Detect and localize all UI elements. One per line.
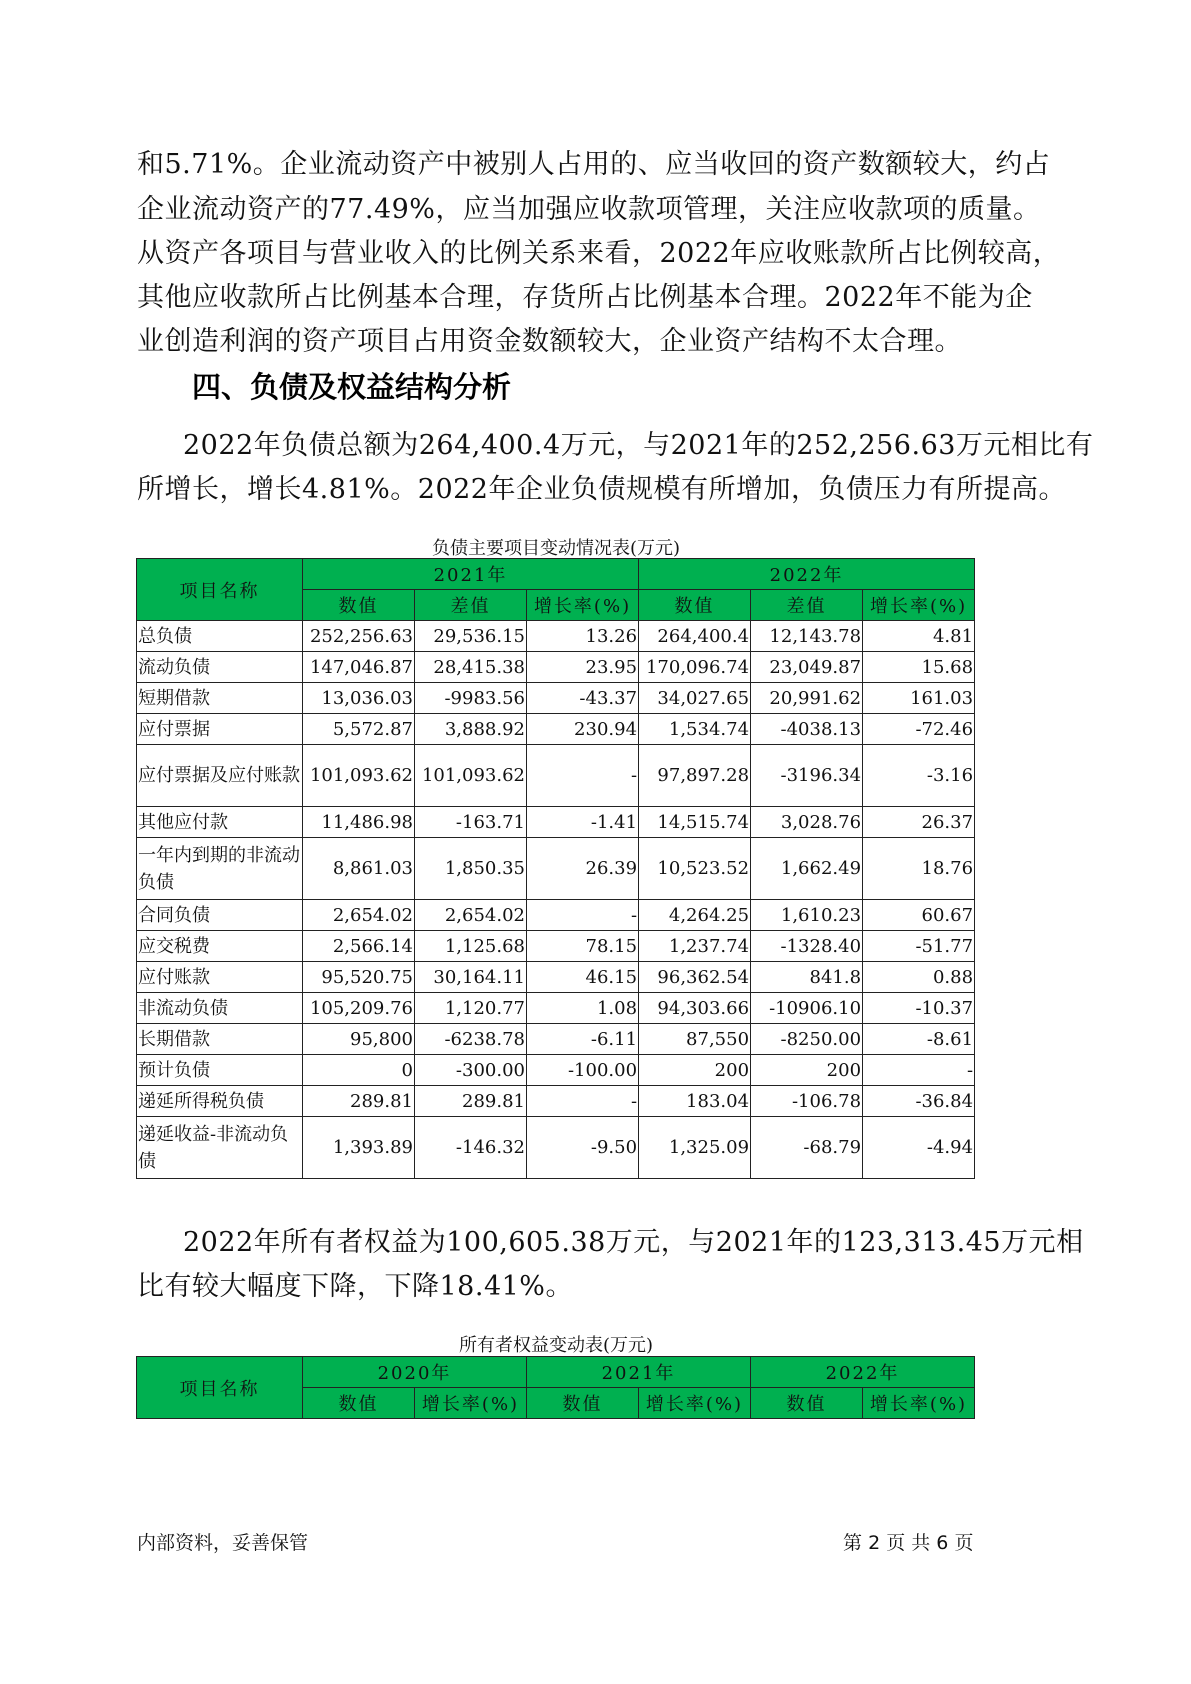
cell-growth: 60.67 — [863, 900, 975, 931]
cell-value: 1,325.09 — [639, 1117, 751, 1179]
cell-value: 200 — [639, 1055, 751, 1086]
row-name: 一年内到期的非流动负债 — [137, 838, 303, 900]
row-name: 递延所得税负债 — [137, 1086, 303, 1117]
row-name: 流动负债 — [137, 652, 303, 683]
cell-diff: -10906.10 — [751, 993, 863, 1024]
cell-value: 13,036.03 — [303, 683, 415, 714]
cell-diff: -4038.13 — [751, 714, 863, 745]
intro-line: 和5.71%。企业流动资产中被别人占用的、应当收回的资产数额较大，约占 — [137, 149, 1051, 180]
cell-diff: -9983.56 — [415, 683, 527, 714]
header-item-name: 项目名称 — [137, 559, 303, 621]
cell-growth: 23.95 — [527, 652, 639, 683]
cell-diff: 1,850.35 — [415, 838, 527, 900]
row-name: 应付票据 — [137, 714, 303, 745]
intro-line: 企业流动资产的77.49%，应当加强应收款项管理，关注应收款项的质量。 — [137, 194, 1041, 225]
row-name: 应交税费 — [137, 931, 303, 962]
table-row — [137, 993, 975, 1024]
cell-growth: 46.15 — [527, 962, 639, 993]
table-row — [137, 1086, 975, 1117]
table-row — [137, 652, 975, 683]
cell-diff: 1,610.23 — [751, 900, 863, 931]
page-suffix: 页 — [954, 1532, 974, 1554]
cell-value: 289.81 — [303, 1086, 415, 1117]
page-mid: 页 共 — [886, 1532, 931, 1554]
header-growth: 增长率(%) — [863, 1388, 975, 1419]
row-name: 预计负债 — [137, 1055, 303, 1086]
cell-growth: 13.26 — [527, 621, 639, 652]
table-row — [137, 714, 975, 745]
header-year-2021: 2021年 — [527, 1357, 751, 1388]
equity-table — [136, 1356, 975, 1419]
row-name: 非流动负债 — [137, 993, 303, 1024]
cell-diff: 1,120.77 — [415, 993, 527, 1024]
cell-growth: -43.37 — [527, 683, 639, 714]
header-value: 数值 — [751, 1388, 863, 1419]
header-value: 数值 — [303, 590, 415, 621]
header-growth: 增长率(%) — [415, 1388, 527, 1419]
footer-confidential-note: 内部资料，妥善保管 — [137, 1532, 309, 1554]
header-growth: 增长率(%) — [863, 590, 975, 621]
table-row — [137, 1055, 975, 1086]
cell-growth: -72.46 — [863, 714, 975, 745]
cell-value: 11,486.98 — [303, 807, 415, 838]
cell-diff: 28,415.38 — [415, 652, 527, 683]
cell-growth: -8.61 — [863, 1024, 975, 1055]
cell-diff: 12,143.78 — [751, 621, 863, 652]
header-year-2021: 2021年 — [303, 559, 639, 590]
cell-value: 2,566.14 — [303, 931, 415, 962]
cell-diff: -3196.34 — [751, 745, 863, 807]
footer-page-number — [843, 1528, 973, 1555]
table-row — [137, 900, 975, 931]
cell-value: 2,654.02 — [303, 900, 415, 931]
cell-value: 95,520.75 — [303, 962, 415, 993]
cell-value: 10,523.52 — [639, 838, 751, 900]
cell-growth: -9.50 — [527, 1117, 639, 1179]
cell-value: 87,550 — [639, 1024, 751, 1055]
cell-value: 4,264.25 — [639, 900, 751, 931]
intro-line: 业创造利润的资产项目占用资金数额较大，企业资产结构不太合理。 — [137, 326, 962, 357]
header-item-name: 项目名称 — [137, 1357, 303, 1419]
cell-growth: - — [527, 1086, 639, 1117]
liabilities-line: 所增长，增长4.81%。2022年企业负债规模有所增加，负债压力有所提高。 — [137, 474, 1066, 505]
header-diff: 差值 — [415, 590, 527, 621]
header-year-2020: 2020年 — [303, 1357, 527, 1388]
row-name: 总负债 — [137, 621, 303, 652]
cell-value: 147,046.87 — [303, 652, 415, 683]
cell-diff: 30,164.11 — [415, 962, 527, 993]
cell-diff: 200 — [751, 1055, 863, 1086]
cell-diff: 1,125.68 — [415, 931, 527, 962]
intro-line: 从资产各项目与营业收入的比例关系来看，2022年应收账款所占比例较高， — [137, 238, 1061, 269]
row-name: 应付账款 — [137, 962, 303, 993]
table-header-row — [137, 559, 975, 590]
cell-growth: -4.94 — [863, 1117, 975, 1179]
cell-value: 1,393.89 — [303, 1117, 415, 1179]
cell-growth: -6.11 — [527, 1024, 639, 1055]
cell-diff: -8250.00 — [751, 1024, 863, 1055]
page-prefix: 第 — [843, 1532, 863, 1554]
table-row — [137, 621, 975, 652]
cell-diff: 29,536.15 — [415, 621, 527, 652]
section-heading: 四、负债及权益结构分析 — [192, 370, 512, 404]
row-name: 递延收益-非流动负债 — [137, 1117, 303, 1179]
cell-diff: 3,888.92 — [415, 714, 527, 745]
cell-growth: -36.84 — [863, 1086, 975, 1117]
equity-table-caption: 所有者权益变动表(万元) — [458, 1335, 654, 1356]
cell-growth: 26.37 — [863, 807, 975, 838]
cell-diff: 289.81 — [415, 1086, 527, 1117]
table-header-row — [137, 1357, 975, 1388]
cell-value: 1,534.74 — [639, 714, 751, 745]
header-year-2022: 2022年 — [751, 1357, 975, 1388]
cell-value: 94,303.66 — [639, 993, 751, 1024]
cell-growth: 0.88 — [863, 962, 975, 993]
cell-diff: 841.8 — [751, 962, 863, 993]
equity-line: 比有较大幅度下降，下降18.41%。 — [137, 1271, 573, 1302]
cell-value: 5,572.87 — [303, 714, 415, 745]
cell-growth: 78.15 — [527, 931, 639, 962]
cell-diff: -68.79 — [751, 1117, 863, 1179]
header-growth: 增长率(%) — [639, 1388, 751, 1419]
cell-value: 96,362.54 — [639, 962, 751, 993]
cell-value: 183.04 — [639, 1086, 751, 1117]
liabilities-table — [136, 558, 975, 1179]
header-value: 数值 — [303, 1388, 415, 1419]
equity-line: 2022年所有者权益为100,605.38万元，与2021年的123,313.45万元相 — [183, 1227, 1084, 1258]
cell-diff: 1,662.49 — [751, 838, 863, 900]
cell-growth: -100.00 — [527, 1055, 639, 1086]
cell-value: 1,237.74 — [639, 931, 751, 962]
cell-diff: 2,654.02 — [415, 900, 527, 931]
cell-growth: -10.37 — [863, 993, 975, 1024]
header-diff: 差值 — [751, 590, 863, 621]
page-total: 6 — [936, 1532, 949, 1554]
table-row — [137, 962, 975, 993]
cell-value: 14,515.74 — [639, 807, 751, 838]
cell-growth: 1.08 — [527, 993, 639, 1024]
cell-value: 105,209.76 — [303, 993, 415, 1024]
row-name: 应付票据及应付账款 — [137, 745, 303, 807]
cell-growth: -1.41 — [527, 807, 639, 838]
cell-growth: 15.68 — [863, 652, 975, 683]
row-name: 合同负债 — [137, 900, 303, 931]
cell-growth: -3.16 — [863, 745, 975, 807]
cell-diff: -6238.78 — [415, 1024, 527, 1055]
table-row — [137, 745, 975, 807]
table-row — [137, 931, 975, 962]
cell-value: 264,400.4 — [639, 621, 751, 652]
cell-diff: 20,991.62 — [751, 683, 863, 714]
table-row — [137, 683, 975, 714]
table-row — [137, 1117, 975, 1179]
cell-diff: 23,049.87 — [751, 652, 863, 683]
cell-growth: - — [527, 900, 639, 931]
cell-value: 97,897.28 — [639, 745, 751, 807]
cell-diff: 101,093.62 — [415, 745, 527, 807]
cell-value: 95,800 — [303, 1024, 415, 1055]
cell-diff: -146.32 — [415, 1117, 527, 1179]
cell-diff: -163.71 — [415, 807, 527, 838]
cell-value: 34,027.65 — [639, 683, 751, 714]
cell-value: 252,256.63 — [303, 621, 415, 652]
header-value: 数值 — [527, 1388, 639, 1419]
cell-growth: - — [863, 1055, 975, 1086]
table-row — [137, 807, 975, 838]
liabilities-table-caption: 负债主要项目变动情况表(万元) — [431, 538, 681, 559]
row-name: 其他应付款 — [137, 807, 303, 838]
header-value: 数值 — [639, 590, 751, 621]
table-row — [137, 838, 975, 900]
header-year-2022: 2022年 — [639, 559, 975, 590]
cell-growth: 4.81 — [863, 621, 975, 652]
cell-value: 8,861.03 — [303, 838, 415, 900]
cell-growth: 26.39 — [527, 838, 639, 900]
cell-growth: -51.77 — [863, 931, 975, 962]
cell-diff: 3,028.76 — [751, 807, 863, 838]
cell-diff: -300.00 — [415, 1055, 527, 1086]
row-name: 短期借款 — [137, 683, 303, 714]
page-current: 2 — [868, 1532, 881, 1554]
table-row — [137, 1024, 975, 1055]
row-name: 长期借款 — [137, 1024, 303, 1055]
header-growth: 增长率(%) — [527, 590, 639, 621]
cell-growth: 18.76 — [863, 838, 975, 900]
cell-value: 170,096.74 — [639, 652, 751, 683]
liabilities-line: 2022年负债总额为264,400.4万元，与2021年的252,256.63万元相比有 — [183, 430, 1094, 461]
cell-value: 101,093.62 — [303, 745, 415, 807]
cell-growth: 230.94 — [527, 714, 639, 745]
cell-value: 0 — [303, 1055, 415, 1086]
cell-diff: -106.78 — [751, 1086, 863, 1117]
intro-line: 其他应收款所占比例基本合理，存货所占比例基本合理。2022年不能为企 — [137, 282, 1033, 313]
cell-growth: - — [527, 745, 639, 807]
cell-growth: 161.03 — [863, 683, 975, 714]
cell-diff: -1328.40 — [751, 931, 863, 962]
